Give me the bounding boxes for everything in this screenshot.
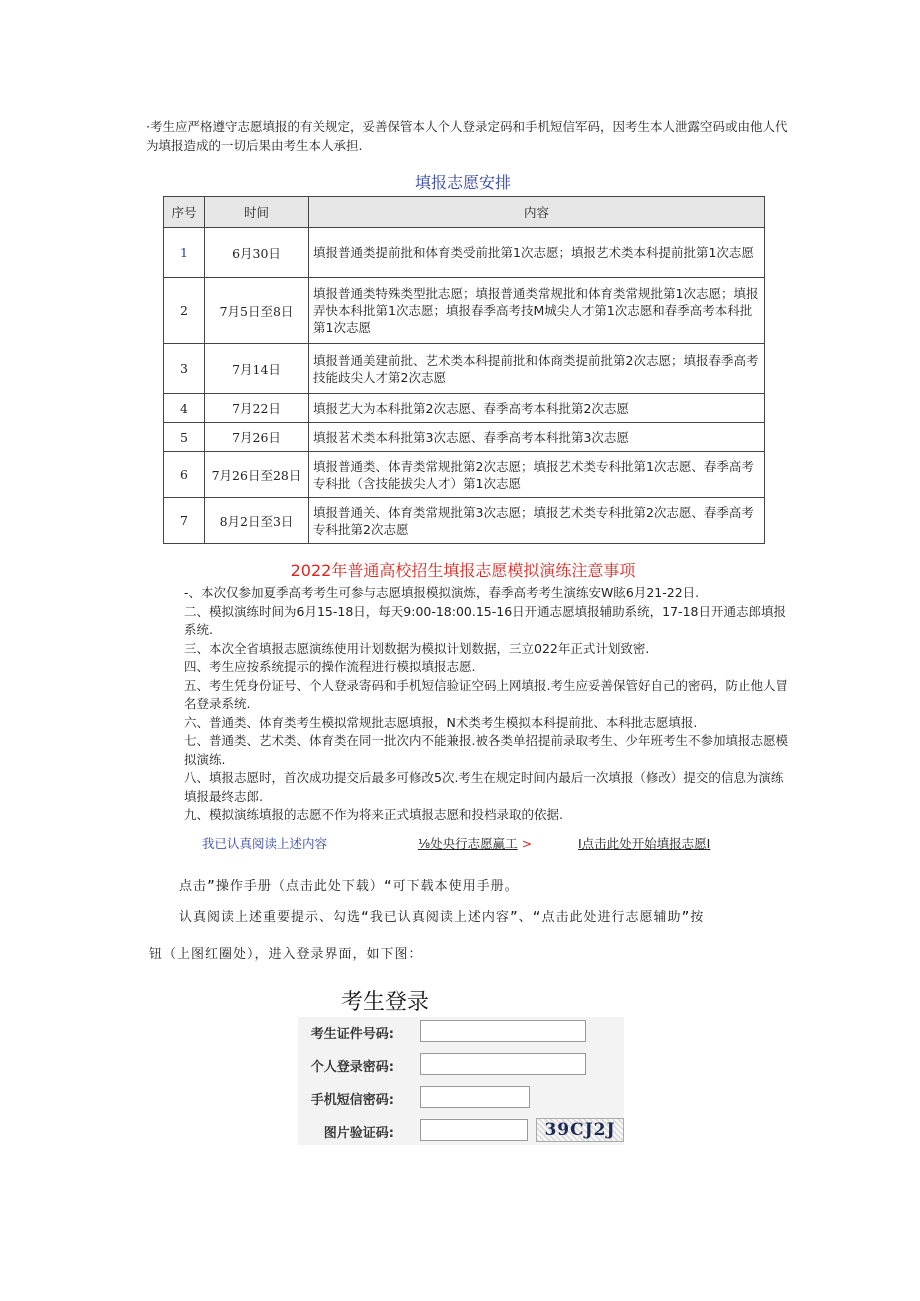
- list-item: 二、模拟演练时间为6月15-18日，每天9:00-18:00.15-16日开通志愿填报辅助系统，17-18日开通志郎填报系统.: [184, 603, 786, 637]
- header-content: 内容: [309, 197, 765, 228]
- login-row-sms: [298, 1084, 624, 1112]
- captcha-input[interactable]: [420, 1119, 528, 1141]
- row-time: 7月14日: [205, 344, 309, 394]
- instruction-paragraph-cont: 钮（上图红圈处），进入登录界面，如下图：: [149, 947, 423, 962]
- login-row-password: [298, 1051, 624, 1079]
- list-item: -、本次仅参加夏季高考考生可参与志愿填报模拟演炼，春季高考考生演练安W眩6月21-22日.: [184, 585, 700, 600]
- row-content: 填报艺大为本科批第2次志愿、春季高考本科批第2次志愿: [309, 394, 765, 423]
- sms-label: 手机短信密码:: [310, 1093, 394, 1108]
- password-input[interactable]: [420, 1053, 586, 1075]
- row-content: 填报茗术类本科批第3次志愿、春季高考本科批第3次志愿: [309, 423, 765, 452]
- list-item: 四、考生应按系统提示的操作流程进行模拟填报志愿.: [184, 659, 476, 674]
- manual-download-paragraph: 点击”操作手册（点击此处下载）“可下载本使用手册。: [179, 879, 519, 894]
- notice-list: [184, 584, 794, 825]
- intro-notice: ·考生应严格遵守志愿填报的有关规定，妥善保管本人个人登录定码和手机短信军码，因考生本人泄露空码或由他人代为填报造成的一切后果由考生本人承担.: [146, 119, 788, 153]
- table-row: [164, 498, 765, 544]
- row-time: 8月2日至3日: [205, 498, 309, 544]
- captcha-image[interactable]: 39CJ2J: [536, 1118, 624, 1142]
- login-row-captcha: [298, 1117, 624, 1145]
- table-row: [164, 278, 765, 344]
- row-content: 填报普通类提前批和体育类受前批第1次志愿；填报艺术类本科提前批第1次志愿: [309, 228, 765, 278]
- row-time: 7月26日: [205, 423, 309, 452]
- id-number-input[interactable]: [420, 1020, 586, 1042]
- list-item: 五、考生凭身份证号、个人登录寄码和手机短信验证空码上网填报.考生应妥善保管好自己的密码，防止他人冒名登录系统.: [184, 677, 788, 711]
- list-item: 八、填报志愿时，首次成功提交后最多可修改5次.考生在规定时间内最后一次填报（修改）提交的信息为演练填报最终志郎.: [184, 770, 784, 804]
- row-time: 7月26日至28日: [205, 452, 309, 498]
- captcha-label: 图片验证码:: [323, 1126, 394, 1141]
- list-item: 九、模拟演练填报的志愿不作为将来正式填报志愿和投档录取的依据.: [184, 807, 563, 822]
- login-row-id: [298, 1018, 624, 1046]
- schedule-table: [163, 196, 765, 544]
- id-label: 考生证件号码:: [310, 1027, 394, 1042]
- row-no: 5: [164, 423, 205, 452]
- row-no: 7: [164, 498, 205, 544]
- row-time: 6月30日: [205, 228, 309, 278]
- instruction-paragraph: 认真阅读上述重要提示、勾选“我已认真阅读上述内容”、“点击此处进行志愿辅助”按: [179, 910, 705, 925]
- table-row: [164, 452, 765, 498]
- table-row: [164, 423, 765, 452]
- table-row: [164, 228, 765, 278]
- list-item: 六、普通类、体育类考生模拟常规批志愿填报，N术类考生模拟本科提前批、本科批志愿填报.: [184, 714, 698, 730]
- row-no: 6: [164, 452, 205, 498]
- schedule-title: 填报志愿安排: [414, 173, 511, 192]
- row-time: 7月22日: [205, 394, 309, 423]
- list-item: 七、普通类、艺术类、体育类在同一批次内不能兼报.被各类单招提前录取考生、少年班考生不参加填报志愿模拟演练.: [184, 733, 788, 767]
- start-fill-link[interactable]: I点击此处开始填报志愿I: [578, 836, 711, 851]
- login-title: 考生登录: [341, 990, 430, 1015]
- row-no: 4: [164, 394, 205, 423]
- assist-link[interactable]: [418, 834, 532, 852]
- table-row: [164, 394, 765, 423]
- row-content: 填报普通美建前批、艺术类本科提前批和体商类提前批第2次志愿；填报春季高考技能歧尖人才第2次志愿: [309, 344, 765, 394]
- row-content: 填报普通关、体育类常规批第3次志愿；填报艺术类专科批第2次志愿、春季高考专科批第2次志愿: [309, 498, 765, 544]
- notice-title: 2022年普通高校招生填报志愿模拟演练注意事项: [290, 561, 636, 580]
- row-time: 7月5日至8日: [205, 278, 309, 344]
- table-row: [164, 344, 765, 394]
- row-no: 2: [164, 278, 205, 344]
- row-content: 填报普通类、体青类常规批第2次志愿；填报艺术类专科批第1次志愿、春季高考专科批（含技能拔尖人才）第1次志愿: [309, 452, 765, 498]
- schedule-header-row: [164, 197, 765, 228]
- assist-link-label: ⅛处央行志愿赢工: [418, 836, 518, 851]
- row-no: 3: [164, 344, 205, 394]
- row-content: 填报普通类特殊类型批志愿；填报普通类常规批和体育类常规批第1次志愿；填报弄快本科批第1次志愿；填报春季高考技M城尖人才第1次志愿和春季高考本科批第1次志愿: [309, 278, 765, 344]
- header-time: 时间: [205, 197, 309, 228]
- sms-code-input[interactable]: [420, 1086, 530, 1108]
- row-no: 1: [164, 228, 205, 278]
- header-no: 序号: [164, 197, 205, 228]
- read-confirm-link[interactable]: 我已认真阅读上述内容: [202, 836, 328, 851]
- login-form: [298, 1017, 624, 1145]
- password-label: 个人登录密码:: [310, 1060, 394, 1075]
- chevron-right-icon: >: [521, 836, 533, 851]
- list-item: 三、本次全省填报志愿演练使用计划数据为模拟计划数据，三立022年正式计划致密.: [184, 640, 650, 656]
